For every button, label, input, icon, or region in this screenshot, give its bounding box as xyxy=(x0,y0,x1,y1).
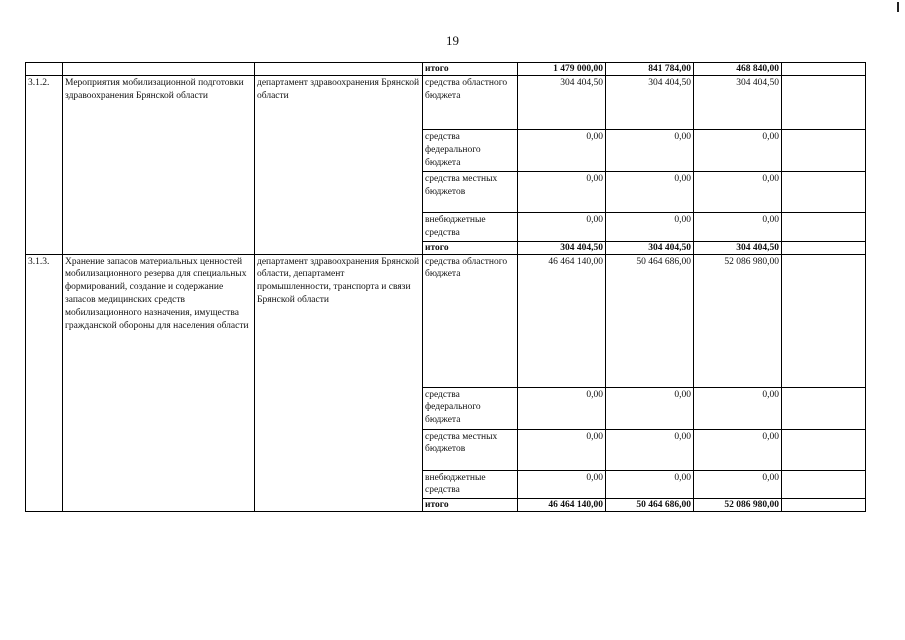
value-2: 304 404,50 xyxy=(606,76,694,130)
value-2: 0,00 xyxy=(606,387,694,429)
total-value-2: 304 404,50 xyxy=(606,241,694,254)
total-value-2: 50 464 686,00 xyxy=(606,499,694,512)
section-name: Мероприятия мобилизационной подготовки здравоохранения Брянской области xyxy=(63,76,255,255)
page-number: 19 xyxy=(446,33,459,48)
cell-empty xyxy=(255,63,423,76)
cell-empty xyxy=(782,387,866,429)
total-value-3: 468 840,00 xyxy=(694,63,782,76)
funding-source: средства областного бюджета xyxy=(423,76,518,130)
section-code: 3.1.2. xyxy=(26,76,63,255)
cell-empty xyxy=(782,172,866,213)
total-value-1: 46 464 140,00 xyxy=(518,499,606,512)
total-label: итого xyxy=(423,241,518,254)
total-label: итого xyxy=(423,499,518,512)
cell-empty xyxy=(782,241,866,254)
scan-edge-mark xyxy=(897,2,899,12)
value-1: 0,00 xyxy=(518,130,606,172)
value-2: 0,00 xyxy=(606,172,694,213)
table-row-top-total xyxy=(26,63,866,76)
funding-source: внебюджетные средства xyxy=(423,213,518,242)
value-2: 0,00 xyxy=(606,130,694,172)
cell-empty xyxy=(782,76,866,130)
cell-empty xyxy=(782,130,866,172)
cell-empty xyxy=(63,63,255,76)
total-value-1: 1 479 000,00 xyxy=(518,63,606,76)
cell-empty xyxy=(782,63,866,76)
section-name: Хранение запасов материальных ценностей мобилизационного резерва для специальных формирований, создание и содержание запасов медицинских средств мобилизационного назначения, имущества гражданской обороны для населения области xyxy=(63,254,255,512)
cell-empty xyxy=(782,499,866,512)
section-executor: департамент здравоохранения Брянской области, департамент промышленности, транспорта и связи Брянской области xyxy=(255,254,423,512)
funding-source: внебюджетные средства xyxy=(423,470,518,499)
value-1: 0,00 xyxy=(518,387,606,429)
value-3: 0,00 xyxy=(694,470,782,499)
value-2: 50 464 686,00 xyxy=(606,254,694,387)
total-value-2: 841 784,00 xyxy=(606,63,694,76)
value-3: 304 404,50 xyxy=(694,76,782,130)
value-3: 0,00 xyxy=(694,172,782,213)
cell-empty xyxy=(782,429,866,470)
cell-empty xyxy=(782,213,866,242)
funding-source: средства областного бюджета xyxy=(423,254,518,387)
table-row xyxy=(26,76,866,130)
funding-source: средства местных бюджетов xyxy=(423,429,518,470)
section-executor: департамент здравоохранения Брянской области xyxy=(255,76,423,255)
total-value-3: 304 404,50 xyxy=(694,241,782,254)
value-2: 0,00 xyxy=(606,429,694,470)
funding-source: средства федерального бюджета xyxy=(423,387,518,429)
section-code: 3.1.3. xyxy=(26,254,63,512)
table-row xyxy=(26,254,866,387)
budget-table xyxy=(25,62,866,512)
funding-source: средства федерального бюджета xyxy=(423,130,518,172)
value-3: 52 086 980,00 xyxy=(694,254,782,387)
value-1: 304 404,50 xyxy=(518,76,606,130)
value-1: 46 464 140,00 xyxy=(518,254,606,387)
cell-empty xyxy=(26,63,63,76)
total-label: итого xyxy=(423,63,518,76)
value-1: 0,00 xyxy=(518,172,606,213)
value-2: 0,00 xyxy=(606,470,694,499)
total-value-3: 52 086 980,00 xyxy=(694,499,782,512)
value-2: 0,00 xyxy=(606,213,694,242)
value-3: 0,00 xyxy=(694,130,782,172)
value-3: 0,00 xyxy=(694,387,782,429)
cell-empty xyxy=(782,470,866,499)
funding-source: средства местных бюджетов xyxy=(423,172,518,213)
total-value-1: 304 404,50 xyxy=(518,241,606,254)
value-1: 0,00 xyxy=(518,429,606,470)
value-1: 0,00 xyxy=(518,470,606,499)
value-3: 0,00 xyxy=(694,429,782,470)
cell-empty xyxy=(782,254,866,387)
value-1: 0,00 xyxy=(518,213,606,242)
value-3: 0,00 xyxy=(694,213,782,242)
